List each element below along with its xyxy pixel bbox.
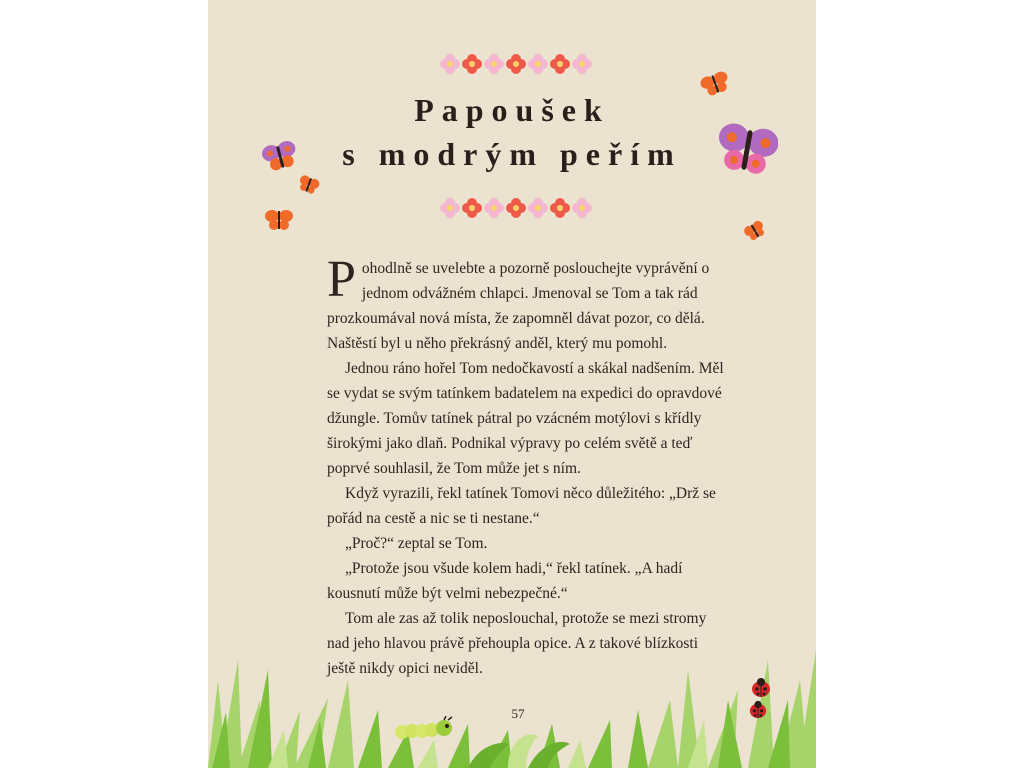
orange-butterfly-icon — [264, 206, 294, 232]
orange-butterfly-icon — [298, 174, 320, 194]
paragraph-1 — [327, 251, 727, 356]
ladybug-icon — [748, 700, 768, 720]
page-number: 57 — [511, 706, 525, 721]
caterpillar-icon — [394, 716, 458, 742]
drop-cap: P — [327, 251, 356, 308]
orange-butterfly-icon — [700, 70, 730, 96]
paragraph-4: „Proč?“ zeptal se Tom. — [345, 535, 488, 552]
paragraph-2: Jednou ráno hořel Tom nedočkavostí a skákal nadšením. Měl se vydat se svým tatínkem badatelem na expedici do opravdové džungle. Tomův tatínek pátral po vzácném motýlovi s křídly širokými jako dlaň. Podnikal výpravy po celém světě a teď poprvé souhlasil, že Tom může jet s ním. — [327, 360, 724, 477]
paragraph-6: Tom ale zas až tolik neposlouchal, protože se mezi stromy nad jeho hlavou právě přehoupla opice. A z takové blízkosti ještě nikdy opici neviděl. — [327, 610, 707, 677]
story-text — [327, 251, 727, 681]
orange-butterfly-icon — [744, 220, 766, 242]
flower-border-bottom-icon — [438, 196, 598, 220]
purple-butterfly-icon — [716, 122, 778, 178]
paragraph-5: „Protože jsou všude kolem hadi,“ řekl tatínek. „A hadí kousnutí může být velmi nebezpečné.“ — [327, 560, 683, 602]
flower-border-top-icon — [438, 52, 598, 76]
purple-butterfly-icon — [262, 140, 298, 172]
paragraph-1-text: ohodlně se uvelebte a pozorně poslouchejte vyprávění o jednom odvážném chlapci. Jmenoval se Tom a tak rád prozkoumával nová místa, že zapomněl dávat pozor, co dělá. Naštěstí byl u něho překrásný anděl, který mu pomohl. — [327, 260, 710, 352]
paragraph-3: Když vyrazili, řekl tatínek Tomovi něco důležitého: „Drž se pořád na cestě a nic se ti nestane.“ — [327, 485, 716, 527]
grass-illustration — [208, 640, 816, 768]
ladybug-icon — [750, 678, 772, 698]
chapter-title-line-1: Papoušek — [414, 92, 610, 128]
chapter-title-line-2: s modrým peřím — [342, 136, 682, 172]
